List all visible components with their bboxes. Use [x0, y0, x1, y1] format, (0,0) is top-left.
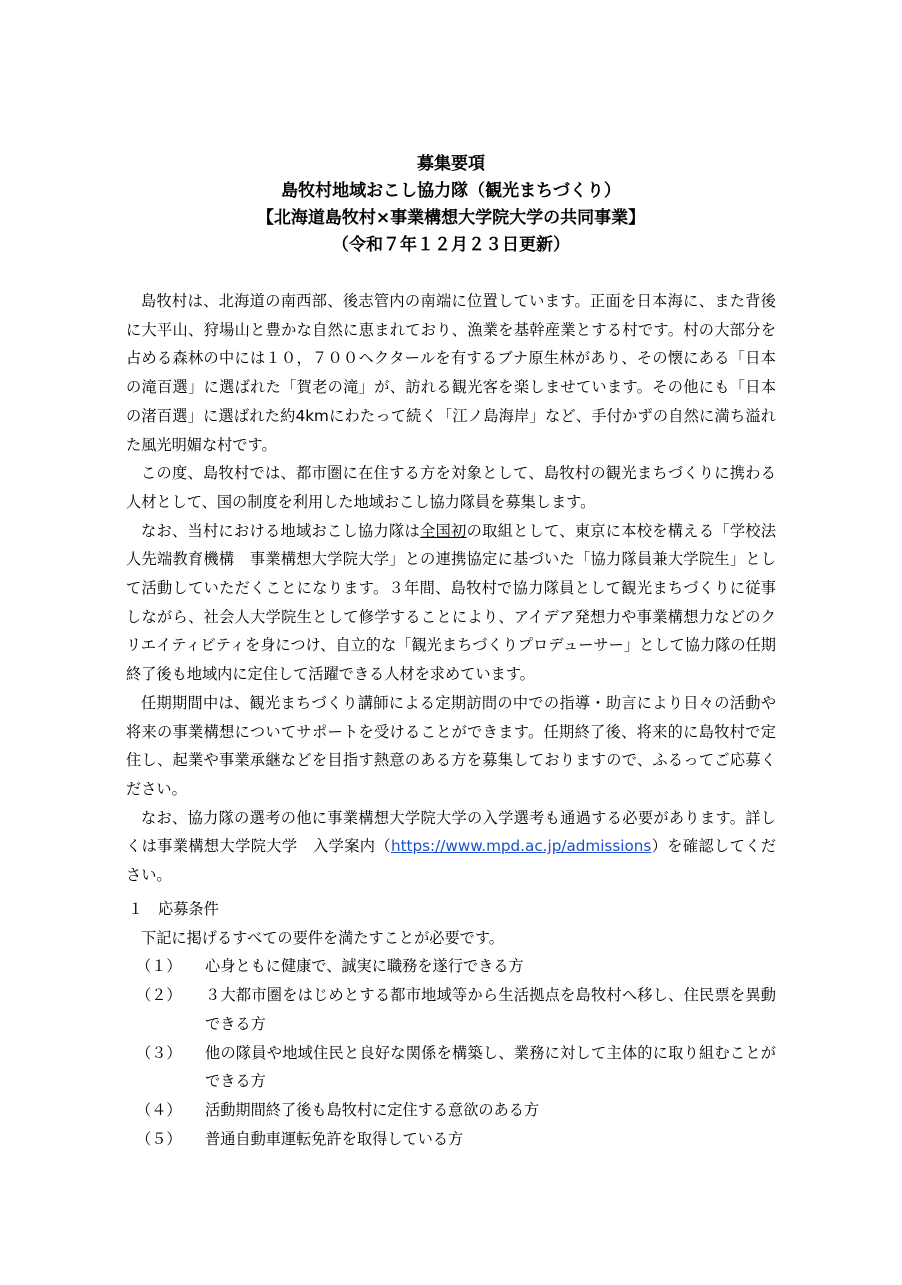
paragraph-village-intro: 島牧村は、北海道の南西部、後志管内の南端に位置しています。正面を日本海に、また背後に大平山、狩場山と豊かな自然に恵まれており、漁業を基幹産業とする村です。村の大部分を占める森林の中には１０，７００ヘクタールを有するブナ原生林があり、その懐にある「日本の滝百選」に選ばれた「賀老の滝」が、訪れる観光客を楽しませています。その他にも「日本の渚百選」に選ばれた約4kmにわたって続く「江ノ島海岸」など、手付かずの自然に満ち溢れた風光明媚な村です。 [126, 292, 776, 454]
condition-text: 活動期間終了後も島牧村に定住する意欲のある方 [205, 1100, 540, 1119]
paragraph-admission-text-1: なお、協力隊の選考の他に事業構想大学院大学の入学選考も通過する必要があります。詳しくは事業構想大学院大学 入学案内（ [126, 808, 776, 856]
section-title: 応募条件 [158, 900, 219, 918]
paragraph-admission [126, 804, 776, 890]
condition-text: 普通自動車運転免許を取得している方 [205, 1129, 464, 1148]
paragraph-program [126, 517, 776, 689]
condition-number: （５） [136, 1129, 182, 1148]
section-application-conditions [126, 895, 776, 1153]
condition-text: 他の隊員や地域住民と良好な関係を構築し、業務に対して主体的に取り組むことができる方 [205, 1043, 776, 1091]
condition-item [126, 981, 776, 1038]
section-intro: 下記に掲げるすべての要件を満たすことが必要です。 [141, 928, 504, 947]
condition-number: （３） [136, 1043, 182, 1062]
condition-number: （２） [136, 986, 182, 1005]
condition-item [126, 1096, 776, 1125]
paragraph-program-underlined: 全国初 [420, 521, 467, 540]
section-heading [126, 895, 776, 924]
section-number: １ [128, 900, 144, 918]
condition-text: ３大都市圏をはじめとする都市地域等から生活拠点を島牧村へ移し、住民票を異動できる方 [205, 986, 776, 1033]
condition-text: 心身ともに健康で、誠実に職務を遂行できる方 [205, 957, 524, 976]
doc-joint-project: 【北海道島牧村×事業構想大学院大学の共同事業】 [256, 208, 646, 228]
condition-item [126, 1125, 776, 1154]
doc-updated-date: （令和７年１２月２３日更新） [332, 235, 570, 255]
document-body [126, 287, 776, 890]
condition-number: （４） [136, 1100, 182, 1119]
paragraph-recruitment: この度、島牧村では、都市圏に在住する方を対象として、島牧村の観光まちづくりに携わる人材として、国の制度を利用した地域おこし協力隊員を募集します。 [126, 464, 776, 511]
paragraph-support: 任期期間中は、観光まちづくり講師による定期訪問の中での指導・助言により日々の活動や将来の事業構想についてサポートを受けることができます。任期終了後、将来的に島牧村で定住し、起業や事業承継などを目指す熱意のある方を募集しておりますので、ふるってご応募ください。 [126, 693, 776, 798]
condition-number: （１） [136, 957, 182, 976]
admissions-link[interactable]: https://www.mpd.ac.jp/admissions [390, 837, 652, 856]
doc-subtitle: 島牧村地域おこし協力隊（観光まちづくり） [281, 181, 621, 201]
paragraph-admission-text-2: ）を確認してください。 [126, 837, 777, 885]
doc-title: 募集要項 [417, 154, 485, 174]
conditions-list [126, 952, 776, 1153]
condition-item [126, 952, 776, 981]
paragraph-program-text-1: なお、当村における地域おこし協力隊は [141, 521, 421, 540]
condition-item [126, 1039, 776, 1096]
document-header [0, 151, 902, 259]
paragraph-program-text-2: の取組として、東京に本校を構える「学校法人先端教育機構 事業構想大学院大学」との連携協定に基づいた「協力隊員兼大学院生」として活動していただくことになります。３年間、島牧村で協力隊員として観光まちづくりに従事しながら、社会人大学院生として修学することにより、アイデア発想力や事業構想力などのクリエイティビティを身につけ、自立的な「観光まちづくりプロデューサー」として協力隊の任期終了後も地域内に定住して活躍できる人材を求めています。 [126, 521, 777, 684]
